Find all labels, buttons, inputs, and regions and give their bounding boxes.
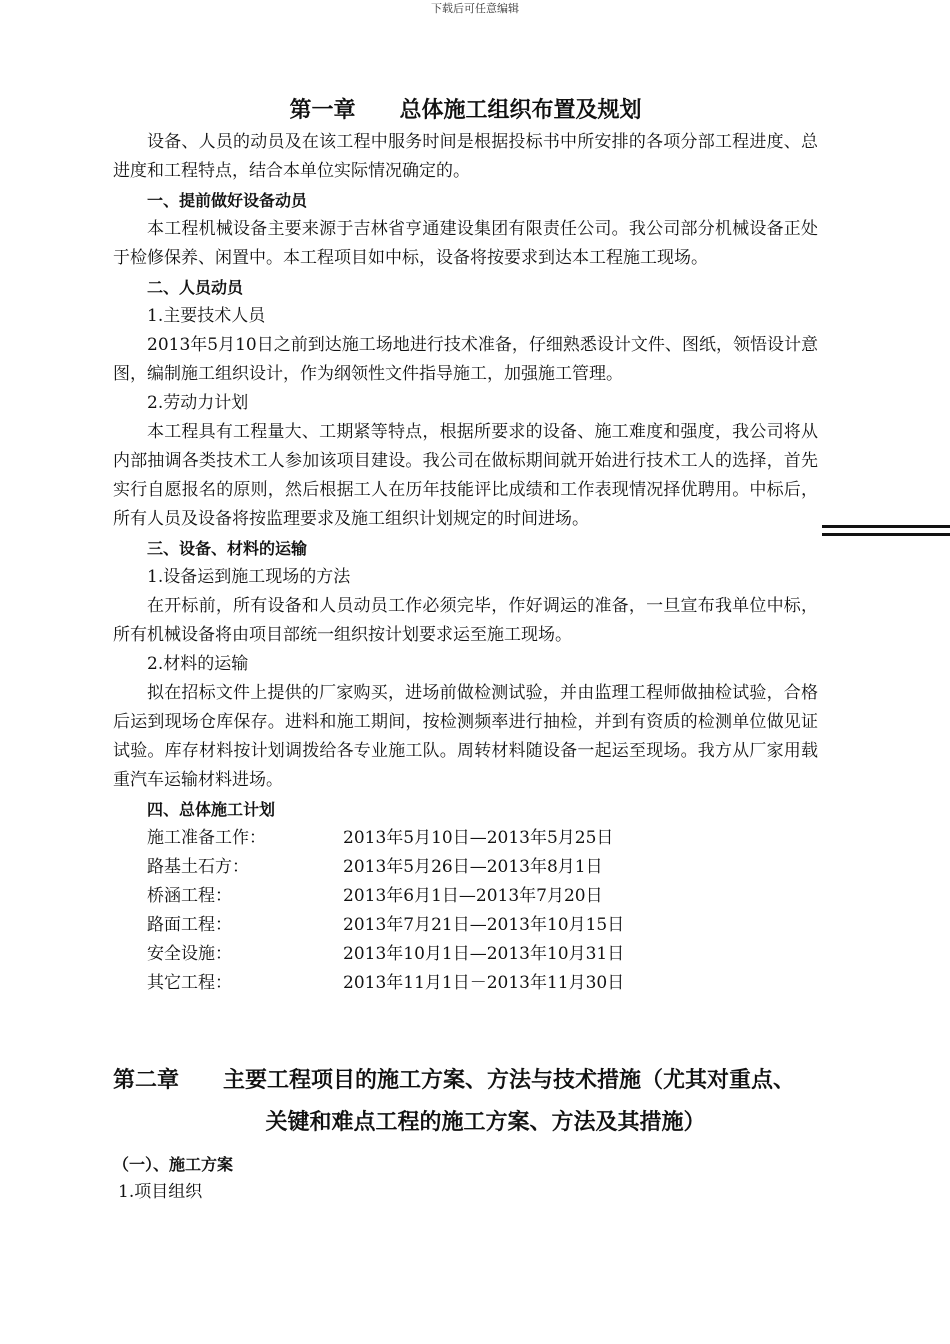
section1-paragraph: 本工程机械设备主要来源于吉林省亨通建设集团有限责任公司。我公司部分机械设备正处于检修保养、闲置中。本工程项目如中标，设备将按要求到达本工程施工现场。 [113,219,818,268]
chapter2-title [113,1060,833,1144]
schedule-label: 施工准备工作： [147,828,266,848]
rule-line [822,525,950,528]
chapter1-title: 第一章 总体施工组织布置及规划 [289,98,642,123]
schedule-dates: 2013年11月1日－2013年11月30日 [343,973,625,993]
schedule-list [113,824,818,998]
section2-heading: 二、人员动员 [147,278,244,297]
chapter2-title-line1: 第二章 主要工程项目的施工方案、方法与技术措施（尤其对重点、 [113,1068,796,1093]
schedule-label: 桥涵工程： [147,886,232,906]
chapter2-subheading: （一）、施工方案 [113,1155,234,1174]
schedule-row [113,882,818,911]
schedule-row [113,824,818,853]
section4-heading: 四、总体施工计划 [147,800,276,819]
schedule-row [113,969,818,998]
section2-sub2: 2.劳动力计划 [147,393,249,413]
schedule-row [113,911,818,940]
chapter1-intro: 设备、人员的动员及在该工程中服务时间是根据投标书中所安排的各项分部工程进度、总进度和工程特点，结合本单位实际情况确定的。 [113,132,818,181]
chapter2-section [113,1150,233,1206]
section2-paragraph1: 2013年5月10日之前到达施工场地进行技术准备，仔细熟悉设计文件、图纸，领悟设计意图，编制施工组织设计，作为纲领性文件指导施工，加强施工管理。 [113,335,818,384]
schedule-dates: 2013年5月10日—2013年5月25日 [343,828,614,848]
section3-paragraph2: 拟在招标文件上提供的厂家购买，进场前做检测试验，并由监理工程师做抽检试验，合格后运到现场仓库保存。进料和施工期间，按检测频率进行抽检，并到有资质的检测单位做见证试验。库存材料按计划调拨给各专业施工队。周转材料随设备一起运至现场。我方从厂家用载重汽车运输材料进场。 [113,683,818,790]
schedule-label: 其它工程： [147,973,232,993]
section2-sub1: 1.主要技术人员 [147,306,266,326]
schedule-label: 路面工程： [147,915,232,935]
schedule-dates: 2013年5月26日—2013年8月1日 [343,857,603,877]
chapter2-title-line2: 关键和难点工程的施工方案、方法及其措施） [265,1110,706,1135]
rule-line [822,533,950,536]
schedule-dates: 2013年10月1日—2013年10月31日 [343,944,625,964]
section2-paragraph2: 本工程具有工程量大、工期紧等特点，根据所要求的设备、施工难度和强度，我公司将从内部抽调各类技术工人参加该项目建设。我公司在做标期间就开始进行技术工人的选择，首先实行自愿报名的原则，然后根据工人在历年技能评比成绩和工作表现情况择优聘用。中标后，所有人员及设备将按监理要求及施工组织计划规定的时间进场。 [113,422,818,529]
schedule-label: 路基土石方： [147,857,249,877]
schedule-row [113,940,818,969]
schedule-row [113,853,818,882]
section3-heading: 三、设备、材料的运输 [147,539,308,558]
margin-rule [822,525,950,541]
header-watermark: 下载后可任意编辑 [431,2,519,15]
section1-heading: 一、提前做好设备动员 [147,191,308,210]
schedule-dates: 2013年6月1日—2013年7月20日 [343,886,603,906]
section3-paragraph1: 在开标前，所有设备和人员动员工作必须完毕，作好调运的准备，一旦宣布我单位中标，所有机械设备将由项目部统一组织按计划要求运至施工现场。 [113,596,818,645]
chapter2-item1: 1.项目组织 [118,1182,203,1202]
schedule-dates: 2013年7月21日—2013年10月15日 [343,915,625,935]
section3-sub1: 1.设备运到施工现场的方法 [147,567,351,587]
schedule-label: 安全设施： [147,944,232,964]
section3-sub2: 2.材料的运输 [147,654,249,674]
chapter1-section [113,94,818,998]
